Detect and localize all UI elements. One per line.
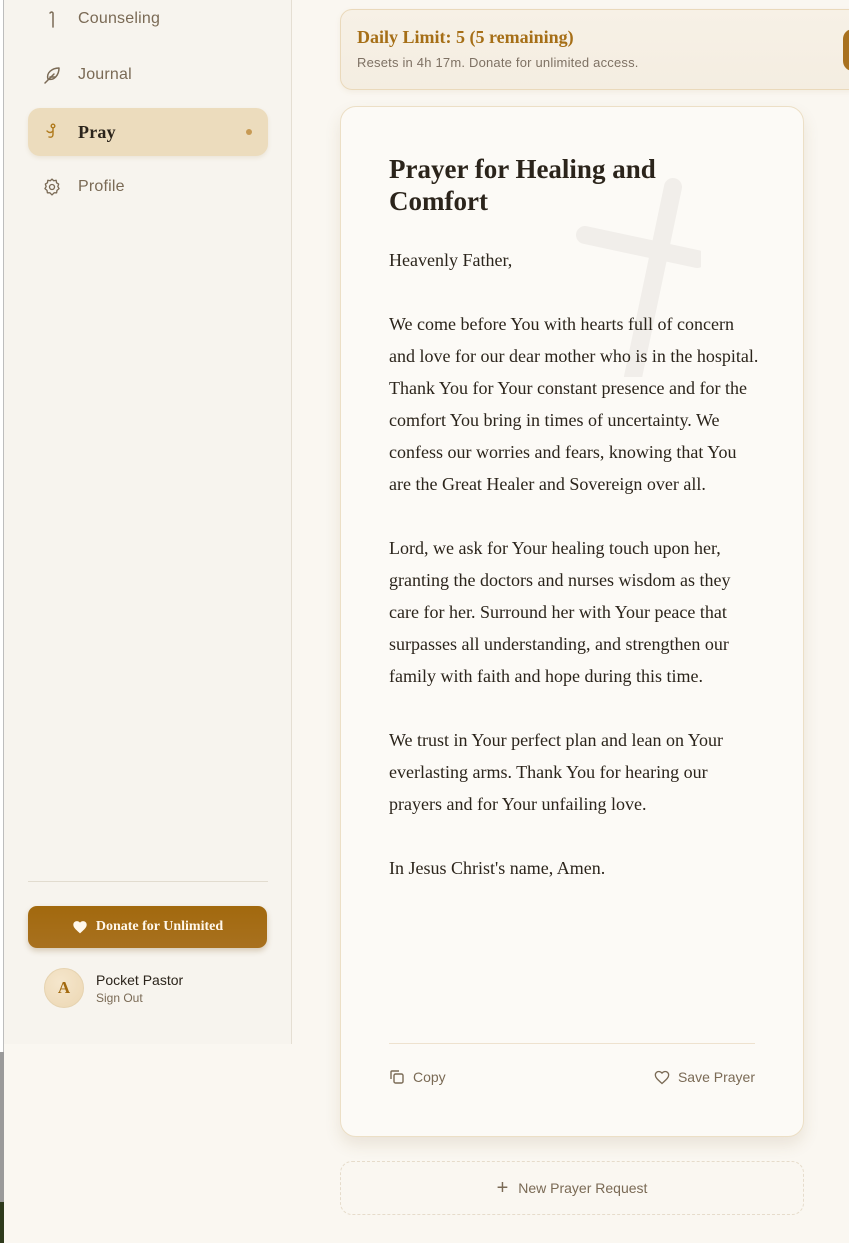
donate-button[interactable]	[28, 906, 267, 948]
prayer-title: Prayer for Healing and Comfort	[389, 154, 656, 216]
prayer-paragraph: Heavenly Father,	[389, 250, 513, 270]
sidebar-item-label: Journal	[78, 66, 132, 83]
praying-figure-icon	[42, 122, 62, 142]
copy-button[interactable]	[389, 1069, 446, 1085]
new-prayer-request-button[interactable]	[340, 1161, 804, 1215]
save-prayer-label: Save Prayer	[677, 1069, 755, 1085]
sidebar-item-label: Counseling	[78, 10, 161, 27]
daily-limit-title: Daily Limit: 5 (5 remaining)	[357, 27, 574, 47]
sidebar-item-label: Pray	[78, 121, 116, 142]
sign-out-link[interactable]: Sign Out	[96, 990, 143, 1005]
heart-icon	[72, 920, 88, 934]
donate-label: Donate for Unlimited	[95, 919, 224, 934]
sidebar-divider	[28, 881, 268, 882]
prayer-body	[389, 244, 761, 916]
staff-icon	[42, 9, 62, 29]
new-prayer-request-label: New Prayer Request	[518, 1180, 648, 1196]
sidebar-item-profile[interactable]	[28, 163, 268, 211]
prayer-paragraph: In Jesus Christ's name, Amen.	[389, 858, 606, 878]
copy-label: Copy	[413, 1069, 446, 1085]
user-profile	[44, 968, 183, 1008]
heart-outline-icon	[654, 1070, 670, 1085]
prayer-paragraph: We trust in Your perfect plan and lean on Your everlasting arms. Thank You for hearing our prayers and for Your unfailing love.	[389, 730, 724, 814]
plus-icon: +	[496, 1177, 509, 1199]
sidebar-item-counseling[interactable]	[28, 0, 268, 43]
sidebar-item-journal[interactable]	[28, 51, 268, 99]
feather-icon	[42, 65, 62, 85]
sidebar-item-label: Profile	[78, 178, 125, 195]
user-name: Pocket Pastor	[96, 971, 184, 988]
save-prayer-button[interactable]	[654, 1069, 755, 1085]
prayer-paragraph: We come before You with hearts full of concern and love for our dear mother who is in the hospital. Thank You for Your constant presence and for the comfort You bring in times of uncertainty. We confess our worries and fears, knowing that You are the Great Healer and Sovereign over all.	[389, 314, 759, 494]
prayer-card	[340, 106, 804, 1137]
card-divider	[389, 1043, 755, 1044]
sidebar	[4, 0, 292, 1044]
prayer-paragraph: Lord, we ask for Your healing touch upon her, granting the doctors and nurses wisdom as they care for her. Surround her with Your peace that surpasses all understanding, and strengthen our family with faith and hope during this time.	[389, 538, 731, 686]
active-indicator-dot	[246, 129, 252, 135]
sidebar-item-pray[interactable]	[28, 108, 268, 156]
gear-icon	[42, 177, 62, 197]
avatar[interactable]: A	[44, 968, 84, 1008]
copy-icon	[389, 1069, 405, 1085]
daily-limit-subtitle: Resets in 4h 17m. Donate for unlimited access.	[357, 55, 639, 70]
daily-limit-banner	[340, 9, 849, 90]
banner-donate-button[interactable]	[843, 29, 849, 71]
